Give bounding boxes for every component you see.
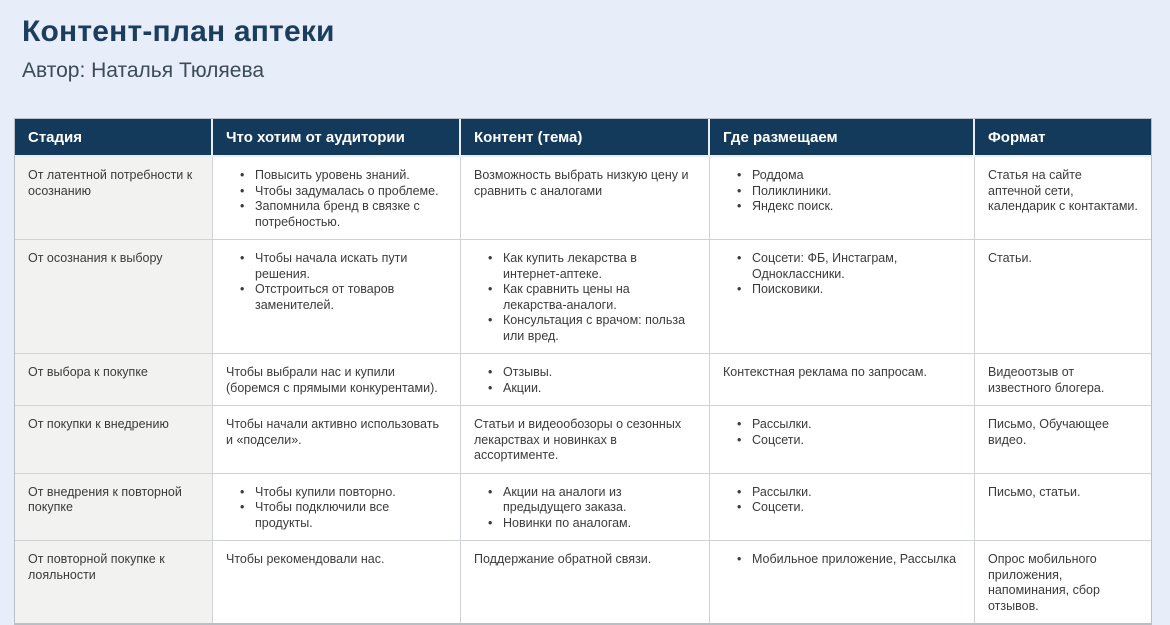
header-row [15,119,1151,157]
bullet-list [226,251,447,313]
audience-cell [213,474,461,542]
cell-text: От внедрения к повторной покупке [28,484,182,514]
bullet-item: • Акции. [486,381,696,397]
table-header [15,119,1151,157]
bullet-item: • Консультация с врачом: польза или вред. [486,313,696,344]
cell-text: Статьи. [988,251,1032,265]
table-row [15,240,1151,354]
page-title: Контент-план аптеки [22,15,335,48]
stage-cell [15,240,213,354]
bullet-list [723,417,961,448]
bullet-item: • Рассылки. [735,485,961,501]
bullet-item: • Чтобы купили повторно. [238,485,447,501]
bullet-item: • Поисковики. [735,282,961,298]
format-cell [975,406,1151,474]
table-body [15,157,1151,623]
bullet-item: • Отстроиться от товаров заменителей. [238,282,447,313]
placement-cell [710,541,975,623]
audience-cell [213,157,461,240]
cell-text: Контекстная реклама по запросам. [723,365,927,379]
bullet-item: • Как сравнить цены на лекарства-аналоги. [486,282,696,313]
bullet-item: • Соцсети. [735,500,961,516]
column-header-audience: Что хотим от аудитории [213,119,461,157]
stage-cell [15,474,213,542]
placement-cell [710,240,975,354]
bullet-list [723,552,961,568]
bullet-item: • Повысить уровень знаний. [238,168,447,184]
cell-text: От повторной покупке к лояльности [28,552,165,582]
bullet-item: • Рассылки. [735,417,961,433]
table-row [15,474,1151,542]
bullet-list [226,168,447,230]
bullet-item: • Чтобы задумалась о проблеме. [238,184,447,200]
bullet-list [474,251,696,344]
cell-text: Статья на сайте аптечной сети, календарик с контактами. [988,168,1138,213]
bullet-item: • Акции на аналоги из предыдущего заказа. [486,485,696,516]
bullet-item: • Поликлиники. [735,184,961,200]
bullet-item: • Отзывы. [486,365,696,381]
cell-text: Чтобы начали активно использовать и «подсели». [226,417,439,447]
bullet-list [226,485,447,532]
content-plan-table [14,118,1152,625]
cell-text: Поддержание обратной связи. [474,552,652,566]
table-row [15,354,1151,406]
content-cell [461,474,710,542]
stage-cell [15,354,213,406]
cell-text: Видеоотзыв от известного блогера. [988,365,1105,395]
bullet-item: • Чтобы подключили все продукты. [238,500,447,531]
audience-cell [213,406,461,474]
cell-text: От латентной потребности к осознанию [28,168,193,198]
content-cell [461,157,710,240]
bullet-list [723,251,961,298]
cell-text: Статьи и видеообозоры о сезонных лекарствах и новинках в ассортименте. [474,417,682,462]
bullet-item: • Мобильное приложение, Рассылка [735,552,961,568]
column-header-placement: Где размещаем [710,119,975,157]
placement-cell [710,157,975,240]
format-cell [975,240,1151,354]
bullet-item: • Чтобы начала искать пути решения. [238,251,447,282]
bullet-item: • Соцсети. [735,433,961,449]
placement-cell [710,354,975,406]
table-row [15,541,1151,623]
audience-cell [213,354,461,406]
content-cell [461,541,710,623]
table-row [15,157,1151,240]
cell-text: Чтобы выбрали нас и купили (боремся с прямыми конкурентами). [226,365,438,395]
bullet-item: • Соцсети: ФБ, Инстаграм, Одноклассники. [735,251,961,282]
stage-cell [15,157,213,240]
bullet-list [474,485,696,532]
cell-text: Опрос мобильного приложения, напоминания, сбор отзывов. [988,552,1100,613]
audience-cell [213,240,461,354]
bullet-item: • Яндекс поиск. [735,199,961,215]
cell-text: Возможность выбрать низкую цену и сравнить с аналогами [474,168,689,198]
format-cell [975,474,1151,542]
bullet-item: • Как купить лекарства в интернет-аптеке. [486,251,696,282]
bullet-item: • Запомнила бренд в связке с потребностью. [238,199,447,230]
cell-text: От выбора к покупке [28,365,148,379]
table-row [15,406,1151,474]
cell-text: Письмо, статьи. [988,484,1081,499]
format-cell [975,157,1151,240]
column-header-content: Контент (тема) [461,119,710,157]
format-cell [975,354,1151,406]
cell-text: От покупки к внедрению [28,417,169,431]
bullet-item: • Роддома [735,168,961,184]
cell-text: Чтобы рекомендовали нас. [226,552,385,566]
stage-cell [15,541,213,623]
audience-cell [213,541,461,623]
content-cell [461,240,710,354]
content-cell [461,406,710,474]
cell-text: Письмо, Обучающее видео. [988,417,1109,447]
column-header-format: Формат [975,119,1151,157]
bullet-list [723,485,961,516]
bullet-list [723,168,961,215]
cell-text: От осознания к выбору [28,251,163,265]
author-line: Автор: Наталья Тюляева [22,59,265,82]
column-header-stage: Стадия [15,119,213,157]
bullet-list [474,365,696,396]
bullet-item: • Новинки по аналогам. [486,516,696,532]
format-cell [975,541,1151,623]
placement-cell [710,474,975,542]
content-cell [461,354,710,406]
stage-cell [15,406,213,474]
placement-cell [710,406,975,474]
